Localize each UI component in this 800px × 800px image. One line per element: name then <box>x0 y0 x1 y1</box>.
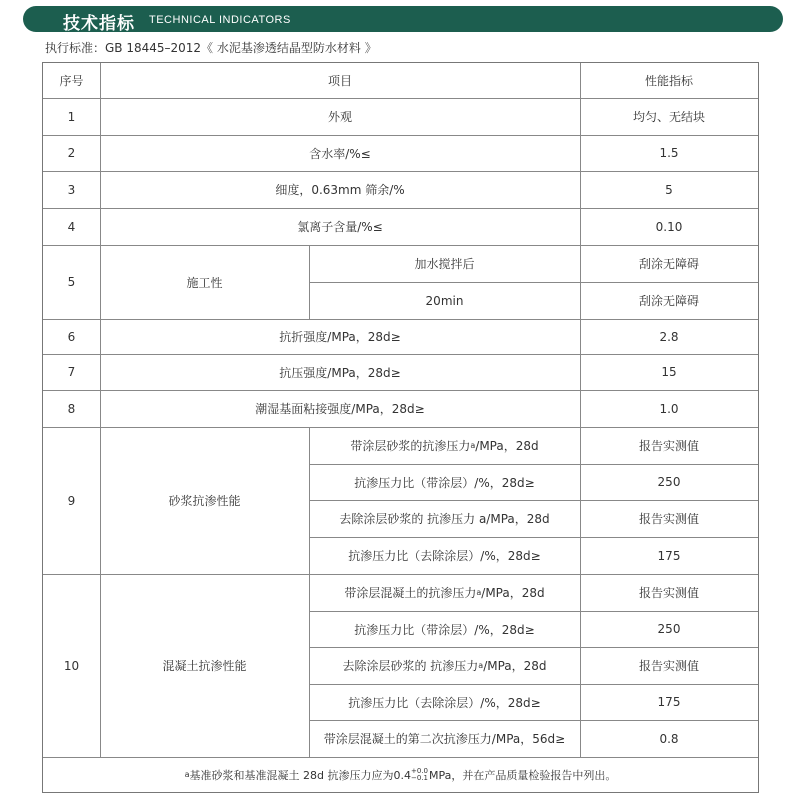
tolerance-lower: −0.1 <box>411 773 428 782</box>
row-group: 砂浆抗渗性能 <box>168 494 241 508</box>
sub-item: 抗渗压力比（去除涂层）/%，28d≥ <box>348 549 541 563</box>
row-item: 抗折强度/MPa，28d≥ <box>279 330 401 344</box>
row-group: 施工性 <box>186 275 223 290</box>
tolerance <box>411 768 428 782</box>
row-item: 外观 <box>327 110 352 124</box>
row-spec: 2.8 <box>659 329 679 344</box>
row-no: 1 <box>67 109 76 124</box>
tolerance-upper: +0.0 <box>411 766 428 775</box>
sub-item: 抗渗压力比（带涂层）/%，28d≥ <box>354 622 535 637</box>
sub-spec: 175 <box>657 548 681 563</box>
sub-spec: 报告实测值 <box>638 659 699 673</box>
sub-item-text: 带涂层砂浆的抗渗压力 <box>350 439 471 453</box>
row-group: 混凝土抗渗性能 <box>162 659 247 673</box>
table-footnote <box>43 757 758 792</box>
row-spec: 1.0 <box>659 401 679 416</box>
sub-item: 20min <box>425 293 464 308</box>
header-spec: 性能指标 <box>644 74 693 88</box>
row-item: 细度，0.63mm 筛余/% <box>275 183 405 197</box>
sub-spec: 报告实测值 <box>638 439 699 453</box>
sub-spec: 刮涂无障碍 <box>638 257 699 271</box>
technical-indicators-table <box>42 62 759 793</box>
footnote-text: 基准砂浆和基准混凝土 28d 抗渗压力应为0.4 <box>189 768 411 782</box>
row-spec: 1.5 <box>659 146 679 160</box>
sub-item-unit: /MPa，28d <box>475 439 539 453</box>
row-no: 6 <box>67 329 76 344</box>
sub-spec: 0.8 <box>659 731 679 746</box>
footnote-marker: a <box>184 770 190 779</box>
sub-item: 带涂层混凝土的第二次抗渗压力/MPa，56d≥ <box>323 732 566 746</box>
sub-item-text: 去除涂层砂浆的 抗渗压力 <box>342 659 479 673</box>
section-subtitle: TECHNICAL INDICATORS <box>149 14 291 26</box>
sub-item-unit: /MPa，28d <box>481 586 545 600</box>
sub-spec: 250 <box>657 475 681 489</box>
row-spec: 0.10 <box>655 219 683 234</box>
row-no: 7 <box>67 365 76 379</box>
footnote-text-end: MPa，并在产品质量检验报告中列出。 <box>429 768 617 782</box>
row-no: 10 <box>63 658 80 673</box>
sub-item: 去除涂层砂浆的 抗渗压力 a/MPa，28d <box>339 512 550 526</box>
row-spec: 均匀、无结块 <box>632 110 705 124</box>
row-spec: 5 <box>665 182 673 197</box>
row-item: 含水率/%≤ <box>309 146 371 161</box>
sub-spec: 报告实测值 <box>638 512 699 526</box>
sub-spec: 刮涂无障碍 <box>638 294 699 308</box>
sub-item <box>309 647 580 684</box>
row-spec: 15 <box>661 365 677 379</box>
section-banner <box>23 6 783 32</box>
row-no: 3 <box>67 182 76 197</box>
row-item: 氯离子含量/%≤ <box>297 220 383 234</box>
footnote-marker: a <box>478 661 484 670</box>
sub-spec: 250 <box>657 622 681 636</box>
sub-spec: 报告实测值 <box>638 586 699 600</box>
header-no: 序号 <box>59 74 84 88</box>
sub-item-text: 带涂层混凝土的抗渗压力 <box>344 586 477 600</box>
header-item: 项目 <box>327 74 352 88</box>
footnote-marker: a <box>476 588 482 597</box>
row-no: 4 <box>67 219 76 234</box>
section-title: 技术指标 <box>63 14 135 34</box>
row-no: 5 <box>67 275 76 289</box>
footnote-marker: a <box>470 441 476 450</box>
sub-item: 抗渗压力比（去除涂层）/%，28d≥ <box>348 695 541 710</box>
row-item: 抗压强度/MPa，28d≥ <box>279 365 401 380</box>
sub-item-unit: /MPa，28d <box>483 659 547 673</box>
standard-reference: 执行标准：GB 18445–2012《 水泥基渗透结晶型防水材料 》 <box>45 41 377 55</box>
sub-item: 加水搅拌后 <box>414 257 475 271</box>
row-no: 9 <box>67 493 76 508</box>
row-item: 潮湿基面粘接强度/MPa，28d≥ <box>255 402 425 416</box>
sub-item <box>309 427 580 464</box>
row-no: 2 <box>67 146 76 160</box>
sub-spec: 175 <box>657 695 681 709</box>
row-no: 8 <box>67 401 76 416</box>
sub-item <box>309 574 580 611</box>
sub-item: 抗渗压力比（带涂层）/%，28d≥ <box>354 475 535 490</box>
